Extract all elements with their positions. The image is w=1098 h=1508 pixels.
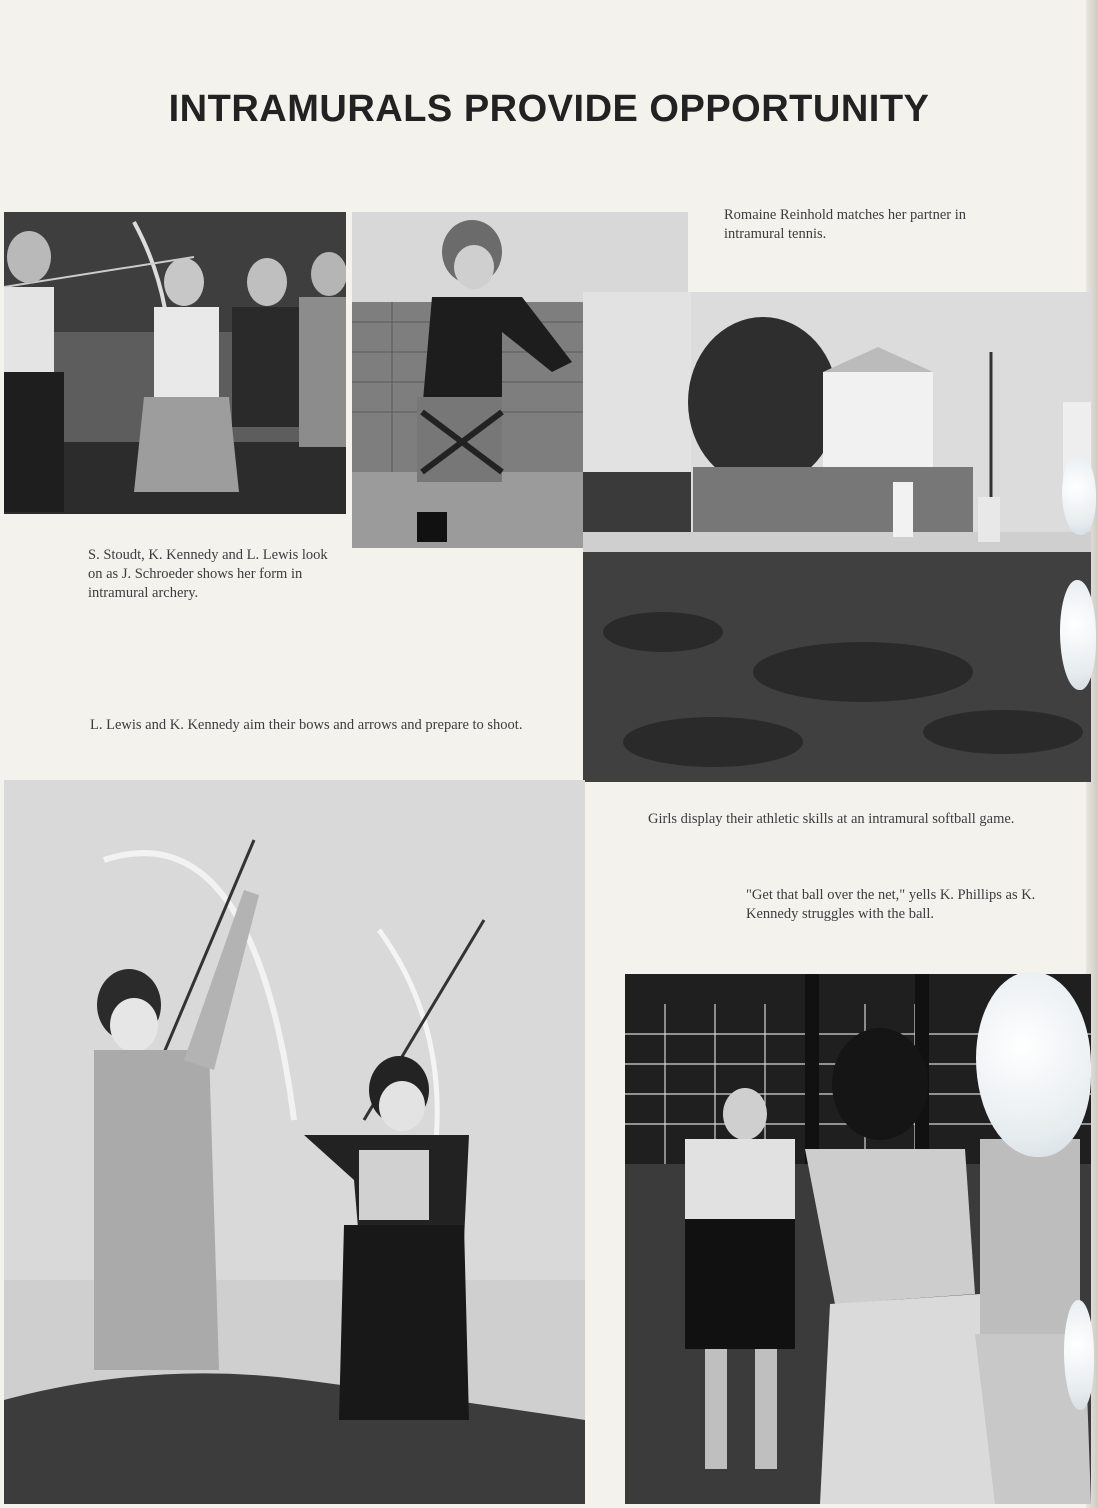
softball-caption: Girls display their athletic skills at an intramural softball game. [648,811,1015,827]
archery-group-caption: S. Stoudt, K. Kennedy and L. Lewis look on as J. Schroeder shows her form in intramural archery. [88,547,328,601]
tennis-caption: Romaine Reinhold matches her partner in intramural tennis. [724,207,966,242]
archery-aim-photo [4,780,585,1504]
softball-photo [583,292,1091,782]
archery-group-photo [4,212,346,514]
page-title: INTRAMURALS PROVIDE OPPORTUNITY [168,88,930,130]
archery-aim-caption: L. Lewis and K. Kennedy aim their bows and arrows and prepare to shoot. [90,717,523,733]
paper-damage-blot [1062,455,1096,535]
paper-damage-blot [1060,580,1096,690]
paper-damage-blot [1064,1300,1094,1410]
volleyball-caption: "Get that ball over the net," yells K. Phillips as K. Kennedy struggles with the ball. [746,887,1036,922]
